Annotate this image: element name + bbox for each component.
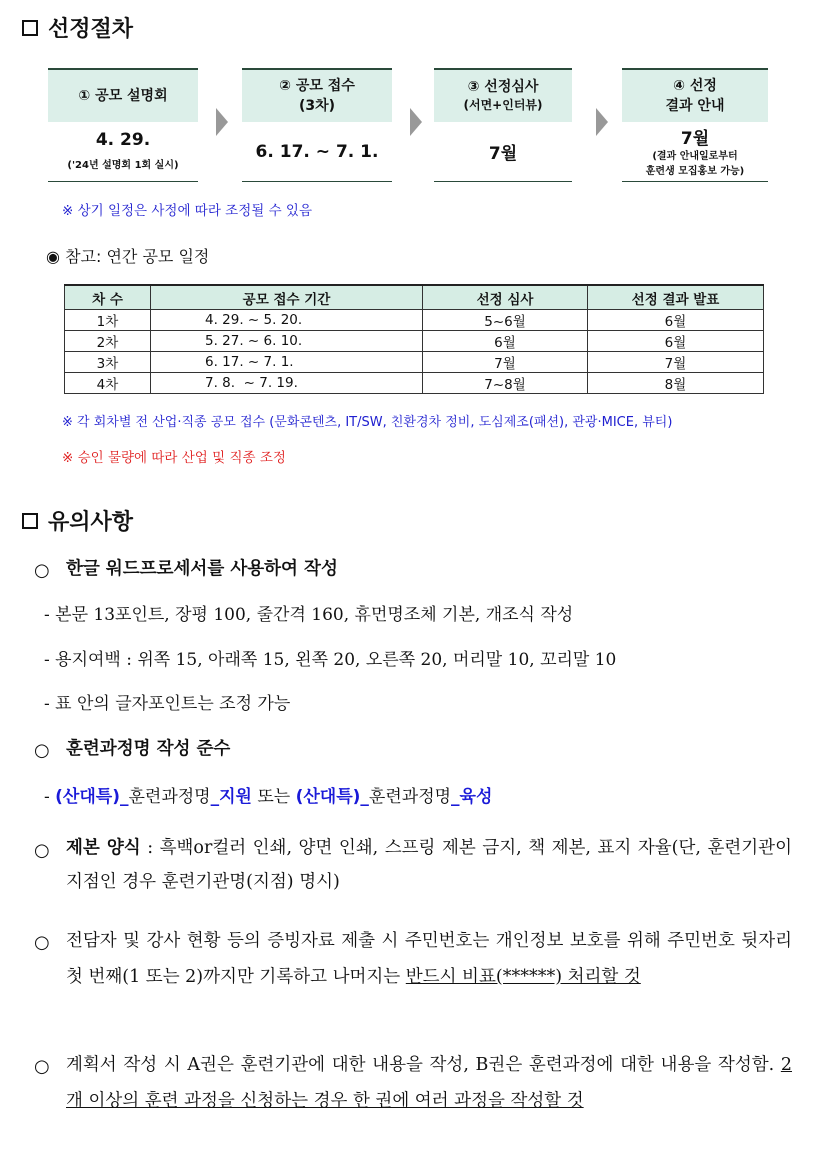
radio-icon: ◉ bbox=[46, 247, 60, 266]
bullet-icon: ○ bbox=[34, 560, 50, 581]
note-plan-volumes: 계획서 작성 시 A권은 훈련기관에 대한 내용을 작성, B권은 훈련과정에 대한 내용을 작성함. 2개 이상의 훈련 과정을 신청하는 경우 한 권에 여러 과정을 작성할 것 bbox=[66, 1055, 792, 1111]
reference-title: ◉ 참고: 연간 공모 일정 bbox=[46, 247, 210, 266]
arrow-right-icon bbox=[596, 108, 608, 136]
note-hwp-sub1: - 본문 13포인트, 장평 100, 줄간격 160, 휴먼명조체 기본, 개조식 작성 bbox=[44, 605, 574, 625]
table-row: 2차 5. 27. ~ 6. 10. 6월 6월 bbox=[65, 331, 764, 352]
step-body: 4. 29. ('24년 설명회 1회 실시) bbox=[48, 122, 198, 182]
step-head: ③ 선정심사 (서면+인터뷰) bbox=[434, 68, 572, 122]
step-body: 7월 (결과 안내일로부터 훈련생 모집홍보 가능) bbox=[622, 122, 768, 182]
table-header: 선정 결과 발표 bbox=[588, 285, 764, 310]
schedule-note: ※ 상기 일정은 사정에 따라 조정될 수 있음 bbox=[62, 203, 313, 219]
step-head: ④ 선정 결과 안내 bbox=[622, 68, 768, 122]
step-3 bbox=[434, 68, 572, 182]
note-hwp-sub2: - 용지여백 : 위쪽 15, 아래쪽 15, 왼쪽 20, 오른쪽 20, 머리말 10, 꼬리말 10 bbox=[44, 650, 617, 670]
table-row: 3차 6. 17. ~ 7. 1. 7월 7월 bbox=[65, 352, 764, 373]
table-note-adjust: ※ 승인 물량에 따라 산업 및 직종 조정 bbox=[62, 450, 286, 466]
table-header: 차 수 bbox=[65, 285, 151, 310]
table-header-row bbox=[65, 285, 764, 310]
note-course-name-rule: - (산대특)_훈련과정명_지원 또는 (산대특)_훈련과정명_육성 bbox=[44, 787, 493, 807]
table-header: 선정 심사 bbox=[423, 285, 588, 310]
step-head: ① 공모 설명회 bbox=[48, 68, 198, 122]
step-head: ② 공모 접수 (3차) bbox=[242, 68, 392, 122]
table-row: 1차 4. 29. ~ 5. 20. 5~6월 6월 bbox=[65, 310, 764, 331]
checkbox-square-icon bbox=[22, 20, 38, 36]
table-row: 4차 7. 8. ~ 7. 19. 7~8월 8월 bbox=[65, 373, 764, 394]
step-body: 7월 bbox=[434, 122, 572, 182]
note-course-name-title: 훈련과정명 작성 준수 bbox=[66, 739, 231, 759]
arrow-right-icon bbox=[410, 108, 422, 136]
note-hwp-sub3: - 표 안의 글자포인트는 조정 가능 bbox=[44, 694, 291, 714]
step-1 bbox=[48, 68, 198, 182]
table-header: 공모 접수 기간 bbox=[151, 285, 423, 310]
note-resident-number: 전담자 및 강사 현황 등의 증빙자료 제출 시 주민번호는 개인정보 보호를 위해 주민번호 뒷자리 첫 번째(1 또는 2)까지만 기록하고 나머지는 반드시 비표(******) 처리할 것 bbox=[66, 931, 792, 987]
bullet-icon: ○ bbox=[34, 932, 50, 953]
step-4 bbox=[622, 68, 768, 182]
bullet-icon: ○ bbox=[34, 840, 50, 861]
section-title-notes: 유의사항 bbox=[22, 505, 133, 536]
arrow-right-icon bbox=[216, 108, 228, 136]
bullet-icon: ○ bbox=[34, 1056, 50, 1077]
checkbox-square-icon bbox=[22, 513, 38, 529]
step-body: 6. 17. ~ 7. 1. bbox=[242, 122, 392, 182]
schedule-table bbox=[64, 284, 764, 394]
step-2 bbox=[242, 68, 392, 182]
section-title-selection: 선정절차 bbox=[22, 12, 133, 43]
note-hwp-title: 한글 워드프로세서를 사용하여 작성 bbox=[66, 559, 338, 579]
note-binding: 제본 양식 : 흑백or컬러 인쇄, 양면 인쇄, 스프링 제본 금지, 책 제본, 표지 자율(단, 훈련기관이 지점인 경우 훈련기관명(지점) 명시) bbox=[66, 838, 792, 892]
table-note-industries: ※ 각 회차별 전 산업·직종 공모 접수 (문화콘텐츠, IT/SW, 친환경차 정비, 도심제조(패션), 관광·MICE, 뷰티) bbox=[62, 415, 673, 430]
bullet-icon: ○ bbox=[34, 740, 50, 761]
